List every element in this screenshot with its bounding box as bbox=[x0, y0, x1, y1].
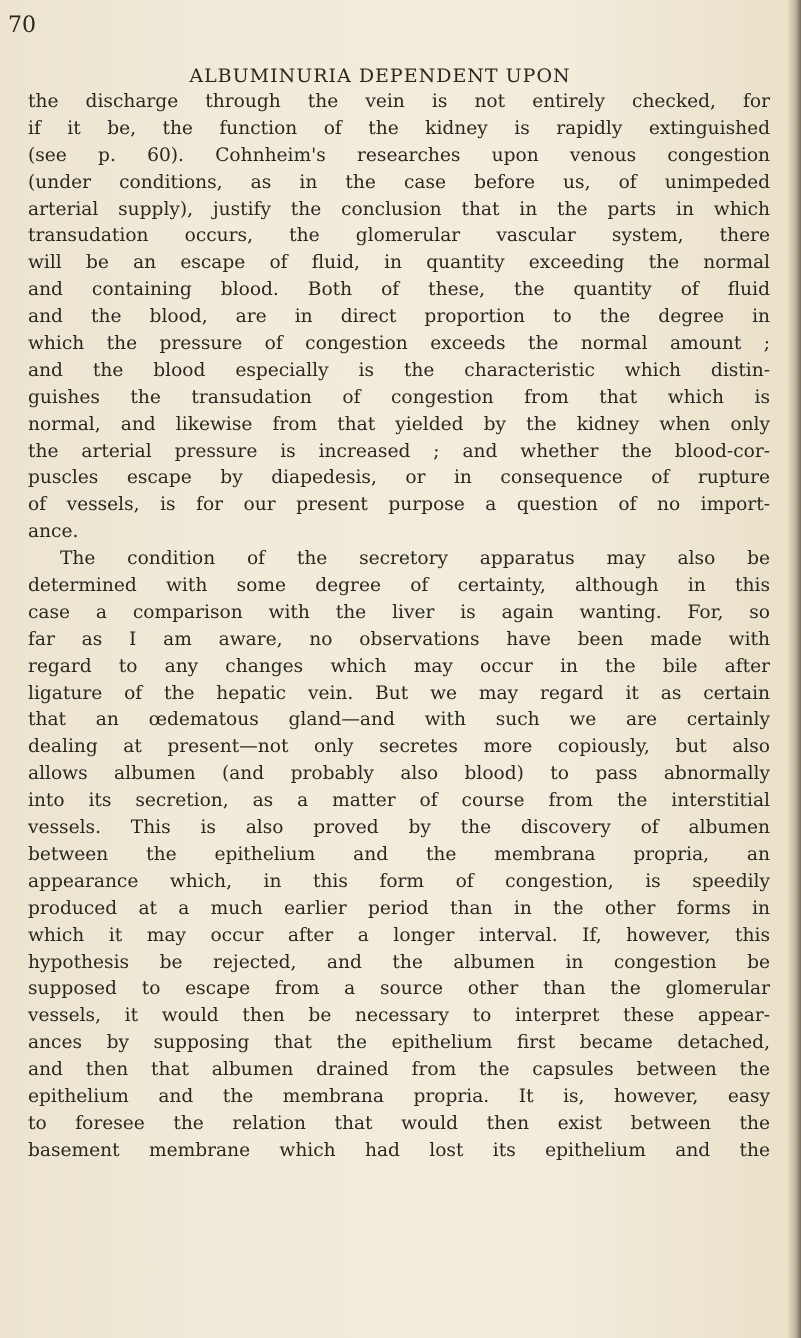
text-line: puscles escape by diapedesis, or in consequence of rupture bbox=[28, 467, 770, 489]
text-line: transudation occurs, the glomerular vascular system, there bbox=[28, 225, 770, 247]
text-line: regard to any changes which may occur in the bile after bbox=[28, 655, 770, 677]
text-line: arterial supply), justify the conclusion that in the parts in which bbox=[28, 198, 770, 220]
text-line: the arterial pressure is increased ; and whether the blood-cor- bbox=[28, 440, 770, 462]
text-line: and then that albumen drained from the capsules between the bbox=[28, 1059, 770, 1081]
text-line: epithelium and the membrana propria. It is, however, easy bbox=[28, 1085, 770, 1107]
text-line: that an œdematous gland—and with such we are certainly bbox=[28, 709, 770, 731]
text-line: and the blood, are in direct proportion to the degree in bbox=[28, 306, 770, 328]
text-line: the discharge through the vein is not entirely checked, for bbox=[28, 91, 770, 112]
text-line: hypothesis be rejected, and the albumen in congestion be bbox=[28, 951, 770, 973]
text-line: to foresee the relation that would then exist between the bbox=[28, 1112, 770, 1134]
text-line: allows albumen (and probably also blood) to pass abnormally bbox=[28, 763, 770, 785]
text-line: appearance which, in this form of congestion, is speedily bbox=[28, 870, 770, 892]
text-line: will be an escape of fluid, in quantity exceeding the normal bbox=[28, 252, 770, 274]
text-line: if it be, the function of the kidney is rapidly extinguished bbox=[28, 117, 770, 139]
text-line: (see p. 60). Cohnheim's researches upon venous congestion bbox=[28, 144, 770, 166]
text-line: which the pressure of congestion exceeds the normal amount ; bbox=[28, 333, 770, 355]
text-line: produced at a much earlier period than in the other forms in bbox=[28, 897, 770, 919]
page-edge-shadow bbox=[787, 0, 801, 1338]
text-line: which it may occur after a longer interval. If, however, this bbox=[28, 924, 770, 946]
text-line: of vessels, is for our present purpose a question of no import- bbox=[28, 494, 770, 516]
text-line: case a comparison with the liver is again wanting. For, so bbox=[28, 601, 770, 623]
text-line: normal, and likewise from that yielded by the kidney when only bbox=[28, 413, 770, 435]
text-line: and the blood especially is the characteristic which distin- bbox=[28, 359, 770, 381]
text-line: far as I am aware, no observations have been made with bbox=[28, 628, 770, 650]
paragraph-start: The condition of the secretory apparatus may also be bbox=[60, 548, 770, 570]
text-line: (under conditions, as in the case before us, of unimpeded bbox=[28, 171, 770, 193]
text-line: into its secretion, as a matter of course from the interstitial bbox=[28, 790, 770, 812]
text-line: guishes the transudation of congestion from that which is bbox=[28, 386, 770, 408]
text-line: between the epithelium and the membrana propria, an bbox=[28, 843, 770, 865]
text-line: vessels. This is also proved by the discovery of albumen bbox=[28, 817, 770, 839]
body-text bbox=[28, 89, 770, 1165]
text-line: ances by supposing that the epithelium first became detached, bbox=[28, 1032, 770, 1054]
text-line: supposed to escape from a source other than the glomerular bbox=[28, 978, 770, 1000]
text-line: basement membrane which had lost its epithelium and the bbox=[28, 1139, 770, 1161]
text-line: dealing at present—not only secretes more copiously, but also bbox=[28, 736, 770, 758]
text-line: determined with some degree of certainty, although in this bbox=[28, 575, 770, 597]
text-line: vessels, it would then be necessary to interpret these appear- bbox=[28, 1005, 770, 1027]
text-line: ligature of the hepatic vein. But we may regard it as certain bbox=[28, 682, 770, 704]
text-line: and containing blood. Both of these, the quantity of fluid bbox=[28, 279, 770, 301]
text-line: ance. bbox=[28, 521, 79, 543]
page-number: 70 bbox=[8, 13, 36, 38]
running-head: ALBUMINURIA DEPENDENT UPON bbox=[189, 65, 571, 87]
